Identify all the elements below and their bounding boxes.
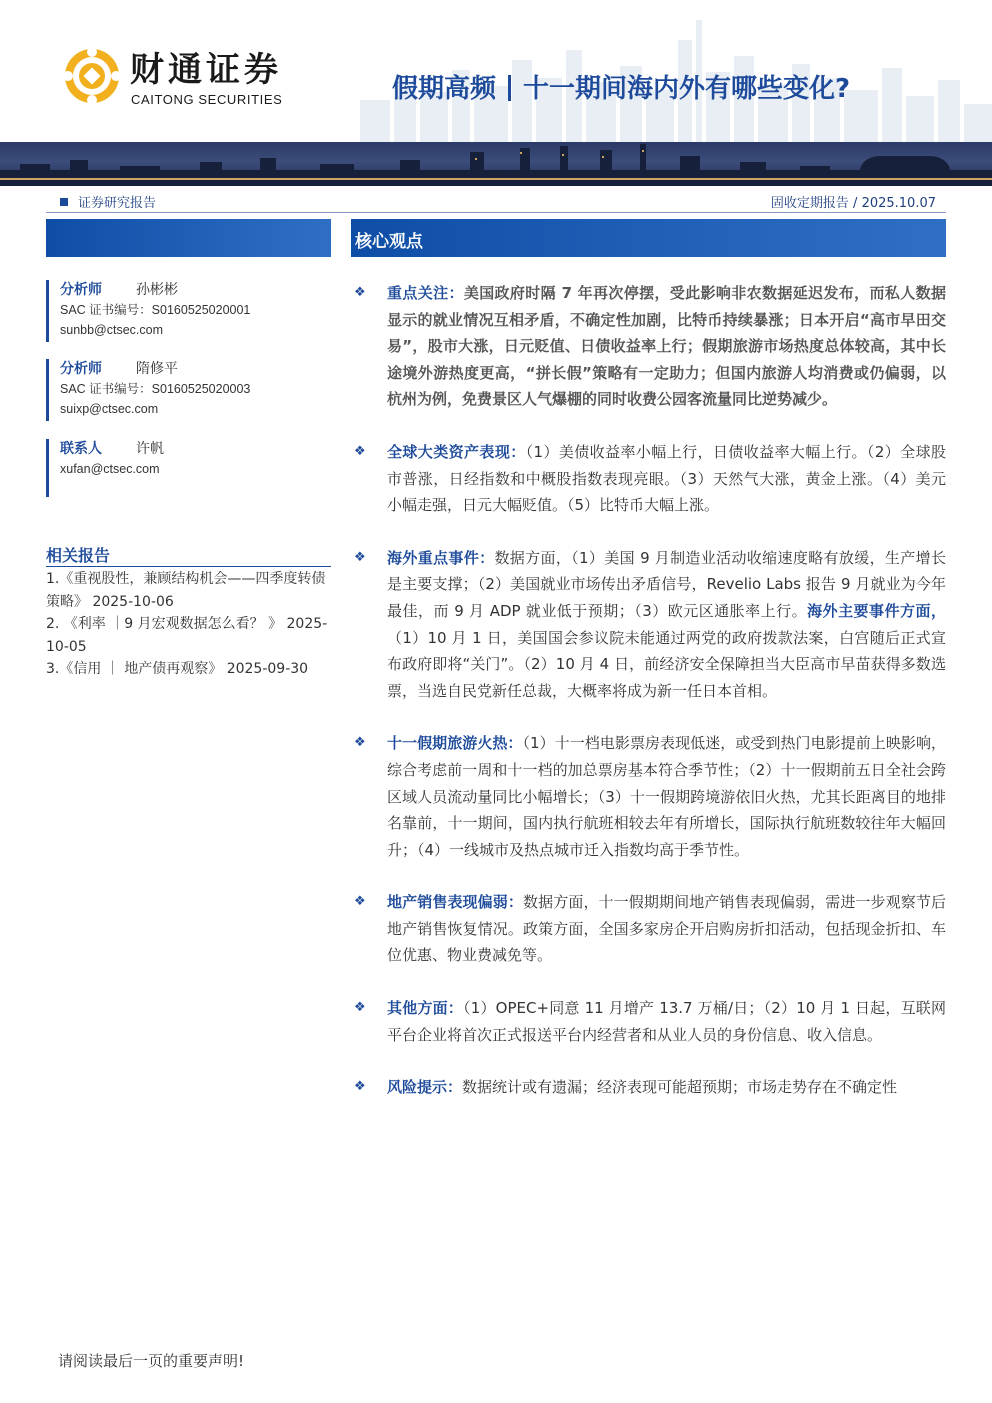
title-left: 假期高频: [392, 74, 497, 104]
analyst-email[interactable]: sunbb@ctsec.com: [60, 323, 164, 337]
core-bullet: [351, 439, 946, 519]
contact-email[interactable]: xufan@ctsec.com: [60, 462, 160, 476]
diamond-bullet-icon: ❖: [354, 285, 366, 300]
analyst-cert: SAC 证书编号：S0160525020003: [60, 382, 251, 396]
core-bullet: [351, 889, 946, 969]
report-type-date: 固收定期报告 / 2025.10.07: [770, 196, 936, 211]
analyst-cert: SAC 证书编号：S0160525020001: [60, 303, 251, 317]
core-views-banner: [351, 219, 946, 257]
core-bullet: [351, 995, 946, 1048]
analyst-role: 分析师: [60, 282, 102, 298]
diamond-bullet-icon: ❖: [354, 1079, 366, 1095]
core-bullet: [351, 730, 946, 863]
analyst-name: 孙彬彬: [136, 282, 178, 298]
bullet-body: （1）美债收益率小幅上行，日债收益率大幅上行。（2）全球股市普涨，日经指数和中概股指数表现亮眼。（3）天然气大涨，黄金上涨。（4）美元小幅走强，日元大幅贬值。（5）比特币大幅上涨。: [387, 442, 946, 515]
bullet-body: 美国政府时隔 7 年再次停摆，受此影响非农数据延迟发布，而私人数据显示的就业情况互相矛盾，不确定性加剧，比特币持续暴涨；日本开启“高市早田交易”，股市大涨，日元贬值、日债收益率上行；假期旅游市场热度总体较高，其中长途境外游热度更高，“拼长假”策略有一定助力；但国内旅游人均消费或仍偏弱，以杭州为例，免费景区人气爆棚的同时收费公园客流量同比逆势减少。: [387, 284, 946, 409]
diamond-bullet-icon: ❖: [354, 1000, 366, 1016]
core-bullet: [351, 545, 946, 705]
analyst-email[interactable]: suixp@ctsec.com: [60, 402, 159, 416]
report-header: [0, 0, 992, 186]
title-separator: [508, 75, 511, 101]
core-views-title: 核心观点: [355, 232, 423, 252]
related-report-item[interactable]: 3.《信用 ｜ 地产债再观察》 2025-09-30: [46, 661, 309, 677]
bullet-body-2: （1）10 月 1 日，美国国会参议院未能通过两党的政府拨款法案，白宫随后正式宣布政府即将“关门”。（2）10 月 4 日，前经济安全保障担当大臣高市早苗获得多数选票，当选自民党新任总裁，大概率将成为新一任日本首相。: [387, 628, 946, 700]
bullet-heading: 十一假期旅游火热：: [387, 734, 523, 753]
diamond-bullet-icon: ❖: [354, 894, 366, 910]
analyst-role: 分析师: [60, 361, 102, 377]
brand-name-cn: 财通证券: [130, 50, 282, 90]
contact-card: [46, 439, 331, 497]
bullet-body: （1）十一档电影票房表现低迷，或受到热门电影提前上映影响，综合考虑前一周和十一档的加总票房基本符合季节性；（2）十一假期前五日全社会跨区域人员流动量同比小幅增长；（3）十一假期跨境游依旧火热，尤其长距离目的地排名靠前，十一期间，国内执行航班相较去年有所增长，国际执行航班数较往年大幅回升；（4）一线城市及热点城市迁入指数均高于季节性。: [387, 734, 946, 859]
report-kind: [60, 192, 156, 211]
bullet-body: （1）OPEC+同意 11 月增产 13.7 万桶/日；（2）10 月 1 日起，互联网平台企业将首次正式报送平台内经营者和从业人员的身份信息、收入信息。: [387, 999, 946, 1044]
report-title: [392, 72, 850, 106]
bullet-heading: 全球大类资产表现：: [387, 442, 526, 461]
contact-name: 许帆: [136, 441, 164, 457]
core-bullet: [351, 1074, 946, 1101]
diamond-bullet-icon: ❖: [354, 549, 366, 565]
related-report-item[interactable]: 1.《重视股性，兼顾结构机会——四季度转债策略》 2025-10-06: [46, 571, 326, 610]
bullet-body: 数据方面，十一假期期间地产销售表现偏弱，需进一步观察节后地产销售恢复情况。政策方面，全国多家房企开启购房折扣活动，包括现金折扣、车位优惠、物业费减免等。: [387, 893, 946, 965]
core-bullet: [351, 280, 946, 413]
analyst-card: [46, 280, 331, 342]
bullet-heading: 其他方面：: [387, 999, 463, 1018]
brand-name-en: CAITONG SECURITIES: [131, 92, 283, 107]
related-reports-title: 相关报告: [46, 546, 111, 565]
left-column-banner: [46, 219, 331, 257]
square-bullet-icon: [60, 198, 68, 206]
bullet-body: 数据方面，（1）美国 9 月制造业活动收缩速度略有放缓，生产增长是主要支撑；（2）美国就业市场传出矛盾信号，Revelio Labs 报告 9 月就业为今年最佳，而 9 月 ADP 就业低于预期；（3）欧元区通胀率上行。: [387, 548, 946, 620]
bullet-heading: 重点关注：: [387, 284, 464, 302]
contact-role: 联系人: [60, 441, 102, 457]
related-reports-divider: [46, 566, 331, 567]
diamond-bullet-icon: ❖: [354, 735, 366, 751]
bullet-heading: 地产销售表现偏弱：: [387, 893, 523, 912]
core-views-list: [351, 280, 946, 1101]
report-kind-label: 证券研究报告: [78, 196, 157, 211]
title-right: 十一期间海内外有哪些变化?: [523, 74, 851, 104]
bullet-subheading: 海外主要事件方面，: [807, 601, 946, 620]
related-reports-list: [46, 568, 331, 681]
disclaimer-notice: 请阅读最后一页的重要声明!: [58, 1352, 245, 1370]
caitong-logo-icon: [62, 46, 122, 106]
bullet-heading: 海外重点事件：: [387, 548, 495, 567]
city-night-banner: [0, 142, 992, 186]
header-divider: [46, 212, 946, 213]
bullet-heading: 风险提示：: [387, 1078, 463, 1097]
related-report-item[interactable]: 2. 《利率 ｜9 月宏观数据怎么看？ 》 2025-10-05: [46, 616, 328, 655]
bullet-body: 数据统计或有遗漏；经济表现可能超预期；市场走势存在不确定性: [462, 1078, 898, 1097]
analyst-card: [46, 359, 331, 421]
analyst-name: 隋修平: [136, 361, 178, 377]
diamond-bullet-icon: ❖: [354, 443, 366, 459]
